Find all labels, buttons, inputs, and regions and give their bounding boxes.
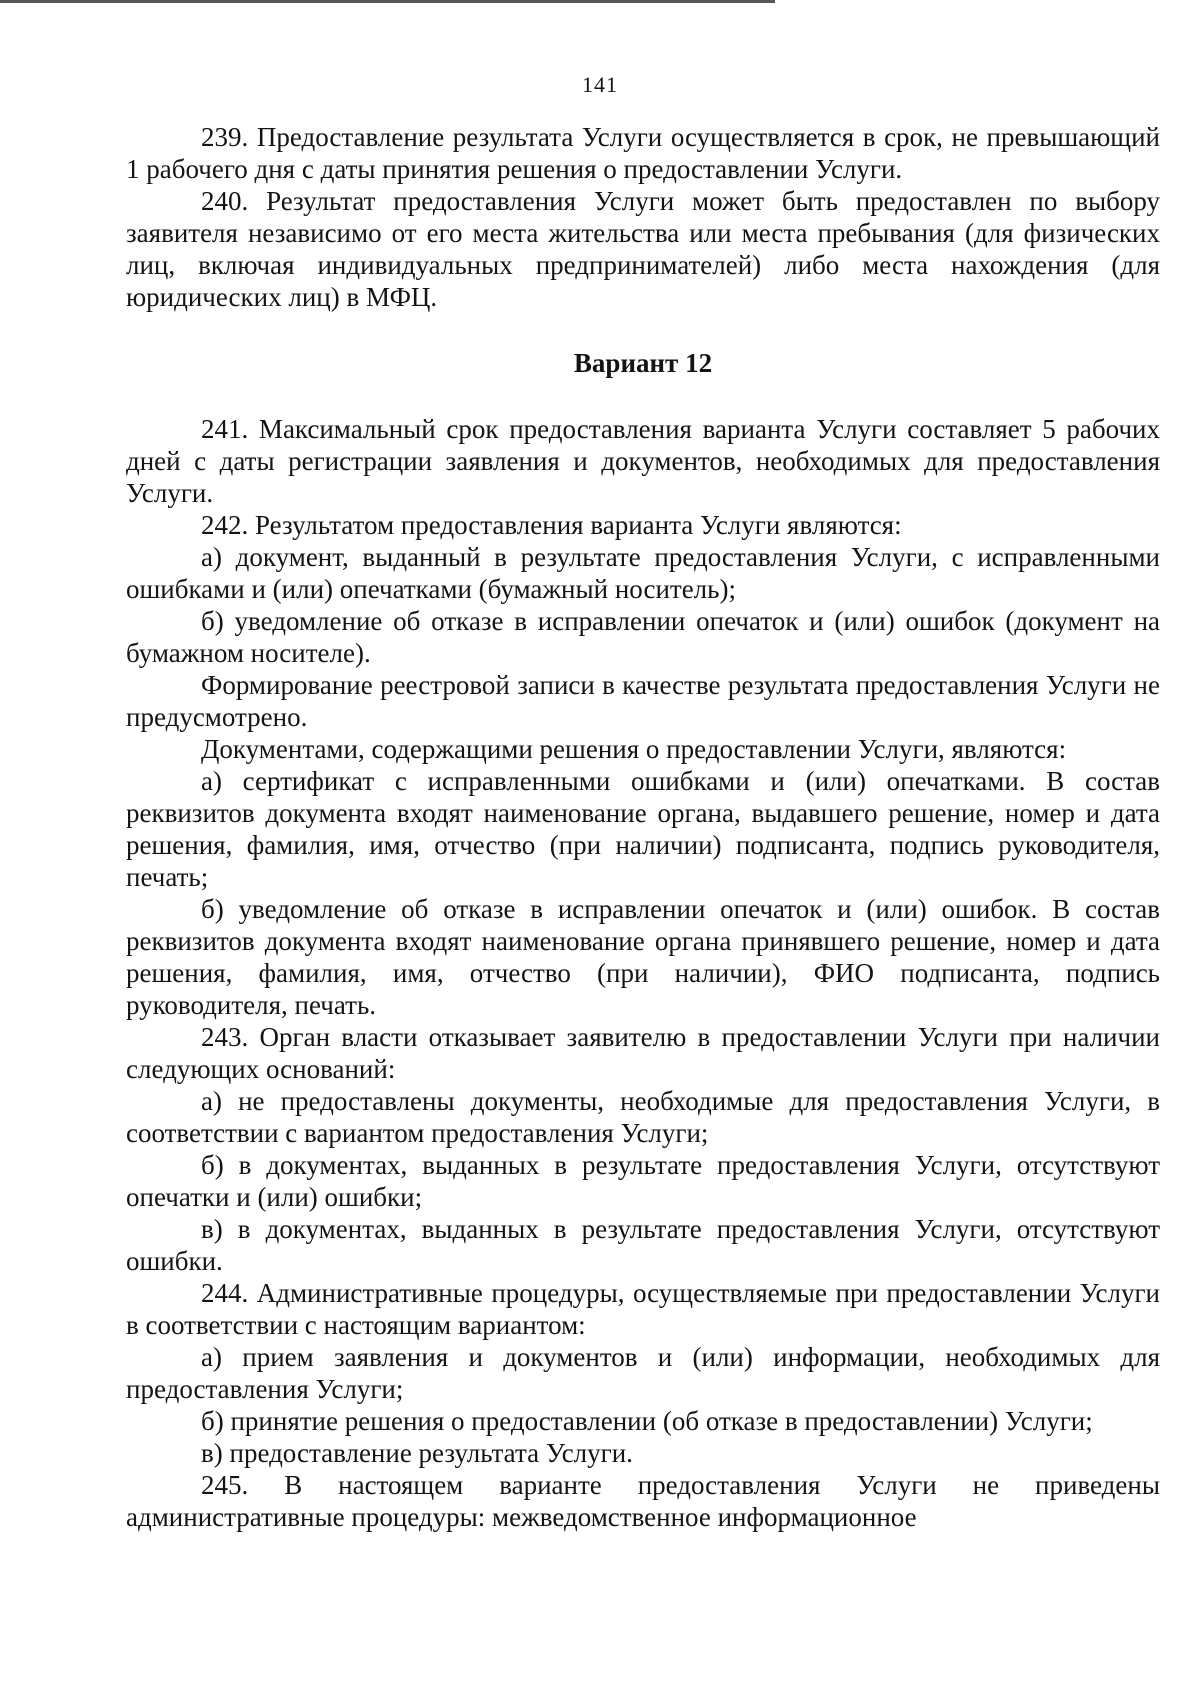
paragraph-239: 239. Предоставление результата Услуги осуществляется в срок, не превышающий 1 рабочего дня с даты принятия решения о предоставлении Услуги. [126,122,1160,184]
paragraph-244-b: б) принятие решения о предоставлении (об отказе в предоставлении) Услуги; [201,1406,1093,1436]
paragraph-243-a: а) не предоставлены документы, необходимые для предоставления Услуги, в соответствии с вариантом предоставления Услуги; [126,1086,1160,1148]
paragraph-decision-docs: Документами, содержащими решения о предоставлении Услуги, являются: [201,734,1067,764]
paragraph-242: 242. Результатом предоставления варианта Услуги являются: [201,510,902,540]
paragraph-registry-note: Формирование реестровой записи в качестве результата предоставления Услуги не предусмотрено. [126,670,1160,732]
paragraph-decision-docs-b: б) уведомление об отказе в исправлении опечаток и (или) ошибок. В состав реквизитов документа входят наименование органа принявшего решение, номер и дата решения, фамилия, имя, отчество (при наличии), ФИО подписанта, подпись руководителя, печать. [126,894,1160,1020]
paragraph-241: 241. Максимальный срок предоставления варианта Услуги составляет 5 рабочих дней с даты регистрации заявления и документов, необходимых для предоставления Услуги. [126,414,1160,508]
paragraph-243-c: в) в документах, выданных в результате предоставления Услуги, отсутствуют ошибки. [126,1214,1160,1276]
paragraph-243-b: б) в документах, выданных в результате предоставления Услуги, отсутствуют опечатки и (или) ошибки; [126,1150,1160,1212]
page-number: 141 [582,72,618,97]
paragraph-242-a: а) документ, выданный в результате предоставления Услуги, с исправленными ошибками и (или) опечатками (бумажный носитель); [126,542,1160,604]
scan-top-edge-line [0,0,775,3]
paragraph-243: 243. Орган власти отказывает заявителю в предоставлении Услуги при наличии следующих оснований: [126,1022,1160,1084]
paragraph-240: 240. Результат предоставления Услуги может быть предоставлен по выбору заявителя независимо от его места жительства или места пребывания (для физических лиц, включая индивидуальных предпринимателей) либо места нахождения (для юридических лиц) в МФЦ. [126,186,1160,312]
paragraph-decision-docs-a: а) сертификат с исправленными ошибками и (или) опечатками. В состав реквизитов документа входят наименование органа, выдавшего решение, номер и дата решения, фамилия, имя, отчество (при наличии) подписанта, подпись руководителя, печать; [126,766,1160,892]
paragraph-244-c: в) предоставление результата Услуги. [201,1438,633,1468]
paragraph-242-b: б) уведомление об отказе в исправлении опечаток и (или) ошибок (документ на бумажном носителе). [126,606,1160,668]
paragraph-244-a: а) прием заявления и документов и (или) информации, необходимых для предоставления Услуги; [126,1342,1160,1404]
document-body [126,121,1160,1533]
paragraph-244: 244. Административные процедуры, осуществляемые при предоставлении Услуги в соответствии с настоящим вариантом: [126,1278,1160,1340]
section-heading: Вариант 12 [573,348,713,378]
paragraph-245: 245. В настоящем варианте предоставления Услуги не приведены административные процедуры: межведомственное информационное [126,1470,1160,1532]
